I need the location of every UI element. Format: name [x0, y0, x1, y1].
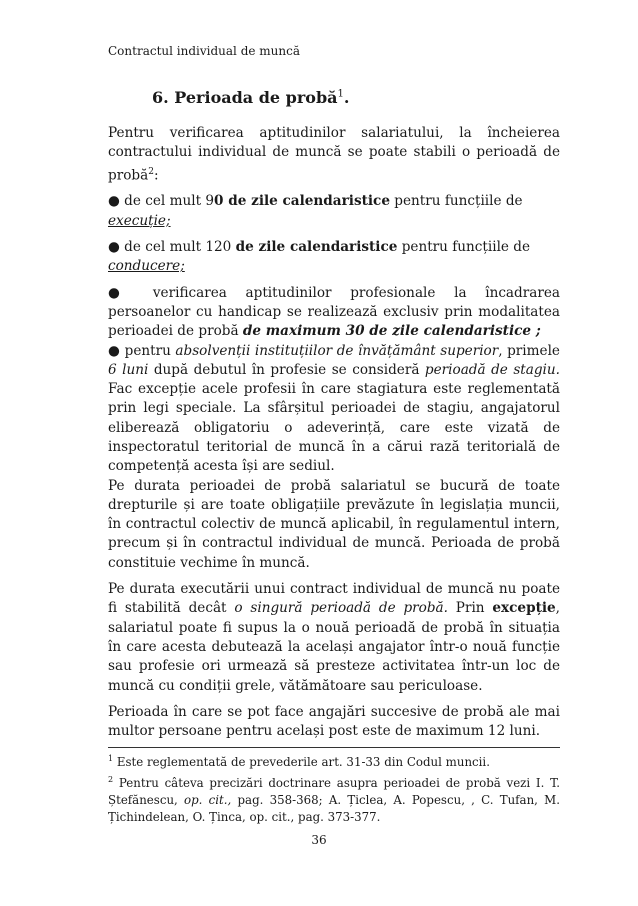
p4-a: ● verificarea aptitudinilor profesionale la încadrarea persoanelor cu handicap se realizează exclusiv prin modalitatea perioadei de probă: [108, 284, 560, 340]
paragraph-successive: Perioada în care se pot face angajări succesive de probă ale mai multor persoane pentru același post este de maximum 12 luni.: [108, 703, 560, 740]
p4-b: de maximum 30 de zile calendaristice ;: [242, 323, 541, 340]
footnote-2-mark: 2: [108, 774, 114, 784]
paragraph-rights: Pe durata perioadei de probă salariatul se bucură de toate drepturile și are toate obligațiile prevăzute în legislația muncii, în contractul colectiv de muncă aplicabil, în regulamentul intern, precum și în contractul individual de muncă. Perioada de probă constituie vechime în muncă.: [108, 477, 560, 571]
p3-b: de zile calendaristice: [235, 239, 398, 256]
p7-b: o singură perioadă de probă.: [234, 600, 448, 617]
footnote-2-a: Pentru câteva precizări doctrinare asupra perioadei de probă vezi I. T. Ștefănescu,: [108, 775, 560, 807]
body-text: [108, 124, 560, 748]
footnote-2: [108, 771, 560, 826]
page-number: 36: [311, 833, 327, 847]
bullet-execution: [108, 192, 560, 231]
running-header: Contractul individual de muncă: [108, 44, 300, 58]
p3-d: conducere;: [108, 258, 185, 275]
footnote-1: [108, 750, 560, 771]
p7-e: , salariatul poate fi supus la o nouă perioadă de probă în situația în care acesta debutează la același angajator într-o nouă funcție sau profesie ori urmează să presteze activitatea într-un loc de muncă cu condiții grele, vătămătoare sau periculoase.: [108, 600, 560, 694]
bullet-management: [108, 238, 560, 277]
p5-b: absolvenții instituțiilor de învățământ superior: [175, 342, 499, 359]
p1-text: Pentru verificarea aptitudinilor salariatului, la încheierea contractului individual de muncă se poate stabili o perioadă de probă: [108, 125, 560, 184]
p5-a: ● pentru: [108, 342, 176, 359]
p5-f: perioadă de stagiu.: [424, 361, 560, 378]
section-title-end: .: [343, 88, 350, 107]
paragraph-single-period: [108, 580, 560, 696]
section-title-text: 6. Perioada de probă: [152, 88, 338, 107]
paragraph-intro: [108, 124, 560, 185]
p2-b: 0 de zile calendaristice: [214, 193, 390, 210]
p3-a: ● de cel mult 120: [108, 239, 236, 256]
footnote-divider: [108, 747, 560, 748]
footnote-1-mark: 1: [108, 754, 114, 763]
p5-e: după debutul în profesie se consideră: [148, 361, 425, 378]
p2-c: pentru funcțiile de: [389, 193, 523, 210]
p2-d: execuție;: [108, 212, 171, 229]
p5-g: Fac excepție acele profesii în care stagiatura este reglementată prin legi speciale. La sfârșitul perioadei de stagiu, angajatorul eliberează obligatoriu o adeverință, care este vizată de inspectoratul teritorial de muncă în a cărui rază teritorială de competență acesta își are sediul.: [108, 381, 560, 475]
p2-a: ● de cel mult 9: [108, 193, 215, 210]
p5-c: , primele: [498, 342, 560, 359]
footnote-2-b: op. cit.,: [184, 792, 232, 807]
footnotes: [108, 750, 560, 826]
p3-c: pentru funcțiile de: [397, 239, 531, 256]
p7-a: Pe durata executării unui contract individual de muncă nu poate fi stabilită decât: [108, 581, 560, 617]
p5-d: 6 luni: [108, 361, 149, 378]
bullet-graduates: [108, 342, 560, 477]
p1-end: :: [153, 167, 159, 184]
footnote-ref-2[interactable]: 2: [148, 166, 154, 177]
section-title: [152, 88, 349, 107]
footnote-1-text: Este reglementată de prevederile art. 31-33 din Codul muncii.: [113, 754, 490, 769]
footnote-ref-1[interactable]: 1: [337, 88, 344, 100]
p7-c: Prin: [447, 600, 493, 617]
bullet-handicap: [108, 284, 560, 342]
p7-d: excepție: [492, 600, 556, 617]
footnote-2-c: pag. 358-368; A. Țiclea, A. Popescu, , C. Tufan, M. Țichindelean, O. Ținca, op. cit., pag. 373-377.: [108, 792, 560, 824]
